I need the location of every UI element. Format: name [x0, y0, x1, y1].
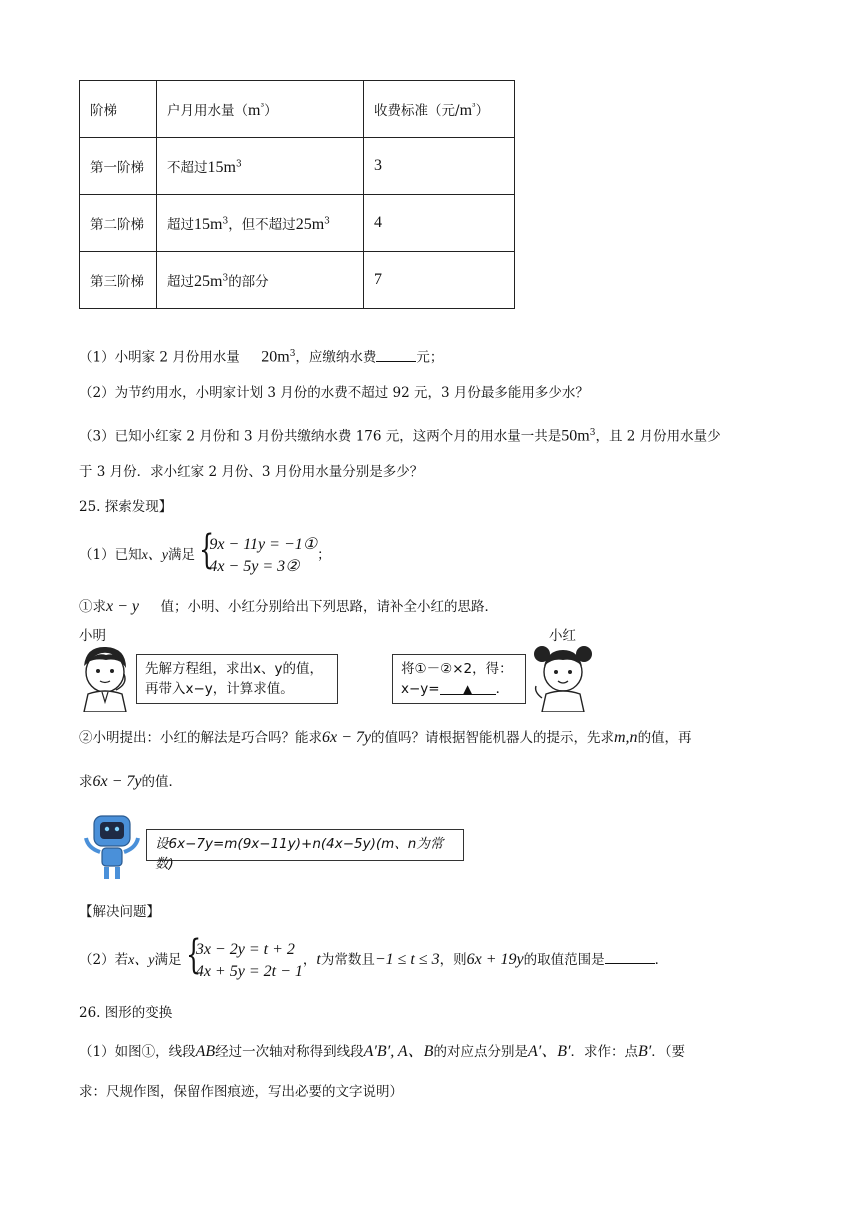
table-cell-tier: 第二阶梯	[80, 195, 157, 252]
q25-step2: ②小明提出：小红的解法是巧合吗？能求6x − 7y的值吗？请根据智能机器人的提示，先求m,n的值，再	[79, 729, 692, 746]
table-cell-tier: 第三阶梯	[80, 252, 157, 309]
xiaohong-idea-box: 将①－②×2，得： x−y= ▲ ．	[392, 654, 526, 704]
q26-part1: （1）如图①，线段AB经过一次轴对称得到线段A′B′, A、B的对应点分别是A′、B′．求作：点B′．（要	[79, 1043, 686, 1060]
table-header-usage: 户月用水量$(m^{^3})$	[157, 81, 364, 138]
table-header-price: 收费标准（元$/m^{^3}$）	[364, 81, 515, 138]
q24-part2: （2）为节约用水，小明家计划 3 月份的水费不超过 92 元，3 月份最多能用多少水？	[79, 385, 589, 401]
table-header-row	[80, 81, 515, 138]
table-row	[80, 252, 515, 309]
q25-part2: （2）若x、y满足 { 3x − 2y = t + 2 4x + 5y = 2t − 1 ，t为常数且−1 ≤ t ≤ 3，则6x + 19y的取值范围是 ．	[79, 938, 668, 986]
q24-part3-cont: 于 3 月份．求小红家 2 月份、3 月份用水量分别是多少？	[79, 464, 424, 480]
table-cell-price: 7	[364, 252, 515, 309]
robot-cartoon	[80, 812, 144, 882]
equation-system-2: { 3x − 2y = t + 2 4x + 5y = 2t − 1	[185, 931, 303, 980]
xiaoming-label: 小明	[79, 628, 106, 644]
q25-part1: （1）已知x、y满足 { 9x − 11y = −1① 4x − 5y = 3② ；	[79, 533, 331, 581]
q25-step2-cont: 求6x − 7y的值．	[79, 773, 182, 790]
q25-title: 25. 探索发现】	[79, 499, 173, 515]
answer-blank[interactable]	[605, 949, 655, 964]
solve-problem-title: 【解决问题】	[79, 904, 160, 920]
hidden-answer-triangle: ▲	[462, 682, 473, 696]
xiaoming-idea-box: 先解方程组，求出x、y的值， 再带入x−y，计算求值。	[136, 654, 338, 704]
answer-blank[interactable]	[376, 347, 416, 362]
q25-step1: ①求x − y 值；小明、小红分别给出下列思路，请补全小红的思路．	[79, 598, 498, 615]
water-price-table	[79, 80, 515, 309]
q24-part1: （1）小明家 2 月份用水量 $20m^3$，应缴纳水费 元；	[79, 348, 444, 366]
robot-hint-box: 设6x−7y=m(9x−11y)+n(4x−5y)(m、n为常数)	[146, 829, 464, 861]
q26-part1-cont: 求：尺规作图，保留作图痕迹，写出必要的文字说明）	[79, 1084, 403, 1100]
table-cell-usage: 超过$25m^3$的部分	[157, 252, 364, 309]
table-cell-price: 3	[364, 138, 515, 195]
xiaohong-label: 小红	[549, 628, 576, 644]
table-cell-usage: 不超过$15m^3$	[157, 138, 364, 195]
table-row	[80, 195, 515, 252]
xiaohong-cartoon	[532, 642, 594, 712]
table-cell-price: 4	[364, 195, 515, 252]
xiaoming-cartoon	[76, 644, 134, 712]
table-row	[80, 138, 515, 195]
equation-system-1: { 9x − 11y = −1① 4x − 5y = 3②	[199, 526, 318, 575]
q24-part3: （3）已知小红家 2 月份和 3 月份共缴纳水费 176 元，这两个月的用水量一共是$50m^3$，且 2 月份用水量少	[79, 427, 721, 445]
table-header-tier: 阶梯	[80, 81, 157, 138]
table-cell-usage: 超过$15m^3$，但不超过$25m^3$	[157, 195, 364, 252]
q26-title: 26. 图形的变换	[79, 1005, 173, 1021]
table-cell-tier: 第一阶梯	[80, 138, 157, 195]
